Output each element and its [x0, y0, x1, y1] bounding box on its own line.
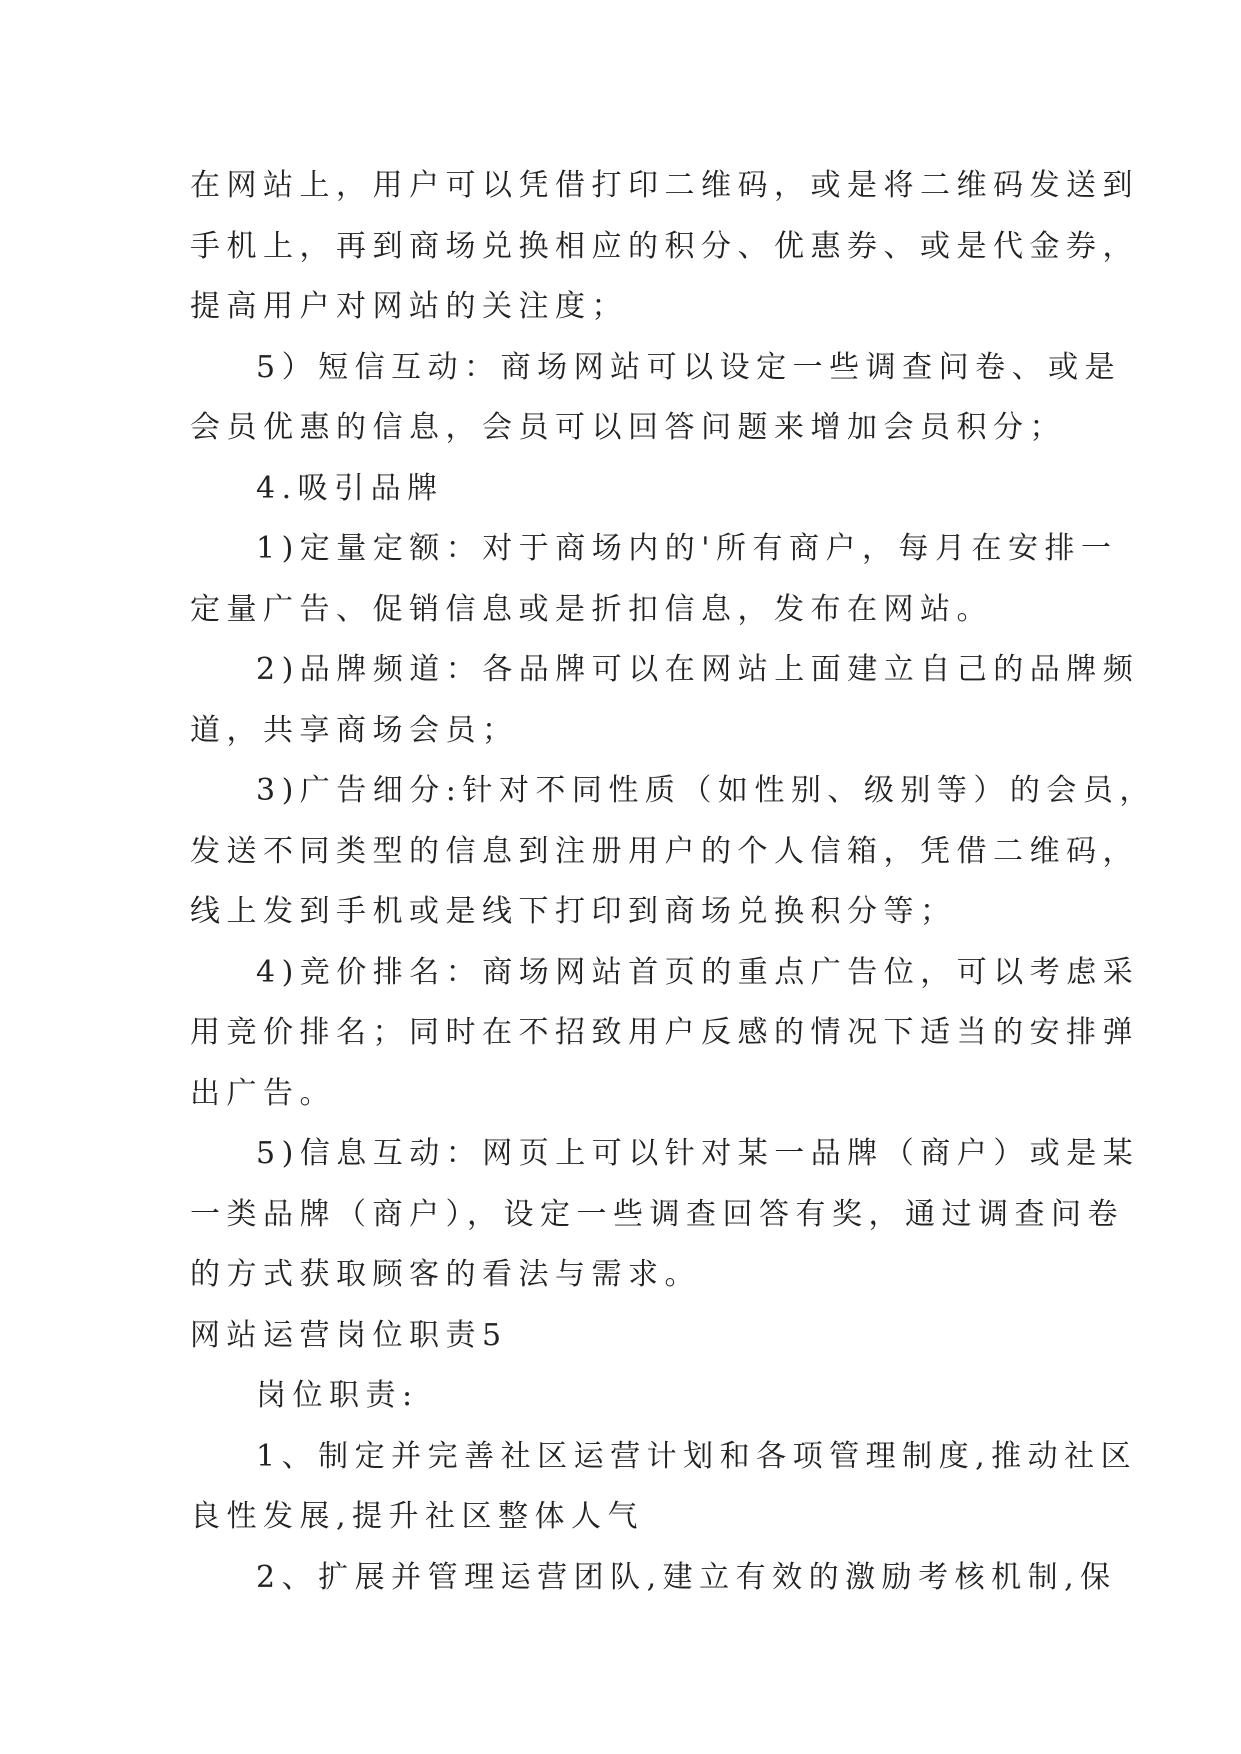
paragraph-line: 手机上，再到商场兑换相应的积分、优惠券、或是代金券， — [190, 228, 1139, 264]
paragraph-line: 1、制定并完善社区运营计划和各项管理制度,推动社区 — [256, 1438, 1138, 1474]
paragraph-line: 5)信息互动：网页上可以针对某一品牌（商户）或是某 — [256, 1136, 1140, 1171]
paragraph-line: 1)定量定额：对于商场内的'所有商户，每月在安排一 — [256, 531, 1118, 566]
paragraph-line: 会员优惠的信息，会员可以回答问题来增加会员积分； — [190, 410, 1066, 445]
paragraph-line: 定量广告、促销信息或是折扣信息，发布在网站。 — [190, 591, 993, 627]
paragraph-line: 提高用户对网站的关注度； — [190, 289, 628, 324]
section-heading: 4.吸引品牌 — [256, 470, 444, 506]
paragraph-line: 用竞价排名；同时在不招致用户反感的情况下适当的安排弹 — [190, 1015, 1139, 1050]
paragraph-line: 的方式获取顾客的看法与需求。 — [190, 1257, 701, 1292]
subsection-heading: 岗位职责: — [256, 1378, 419, 1413]
paragraph-line: 发送不同类型的信息到注册用户的个人信箱，凭借二维码， — [190, 833, 1139, 869]
paragraph-line: 4)竞价排名：商场网站首页的重点广告位，可以考虑采 — [256, 954, 1140, 990]
paragraph-line: 一类品牌（商户），设定一些调查回答有奖，通过调查问卷 — [190, 1196, 1124, 1232]
paragraph-line: 线上发到手机或是线下打印到商场兑换积分等； — [190, 894, 957, 929]
paragraph-line: 道，共享商场会员； — [190, 712, 519, 748]
document-body — [190, 156, 1156, 1608]
paragraph-line: 3)广告细分:针对不同性质（如性别、级别等）的会员， — [256, 773, 1156, 808]
paragraph-line: 2、扩展并管理运营团队,建立有效的激励考核机制,保 — [256, 1559, 1117, 1595]
section-title: 网站运营岗位职责5 — [190, 1317, 508, 1353]
paragraph-line: 2)品牌频道：各品牌可以在网站上面建立自己的品牌频 — [256, 652, 1140, 687]
paragraph-line: 在网站上，用户可以凭借打印二维码，或是将二维码发送到 — [190, 168, 1139, 203]
paragraph-line: 5）短信互动：商场网站可以设定一些调查问卷、或是 — [256, 349, 1122, 385]
paragraph-line: 出广告。 — [190, 1075, 336, 1111]
paragraph-line: 良性发展,提升社区整体人气 — [190, 1499, 645, 1534]
